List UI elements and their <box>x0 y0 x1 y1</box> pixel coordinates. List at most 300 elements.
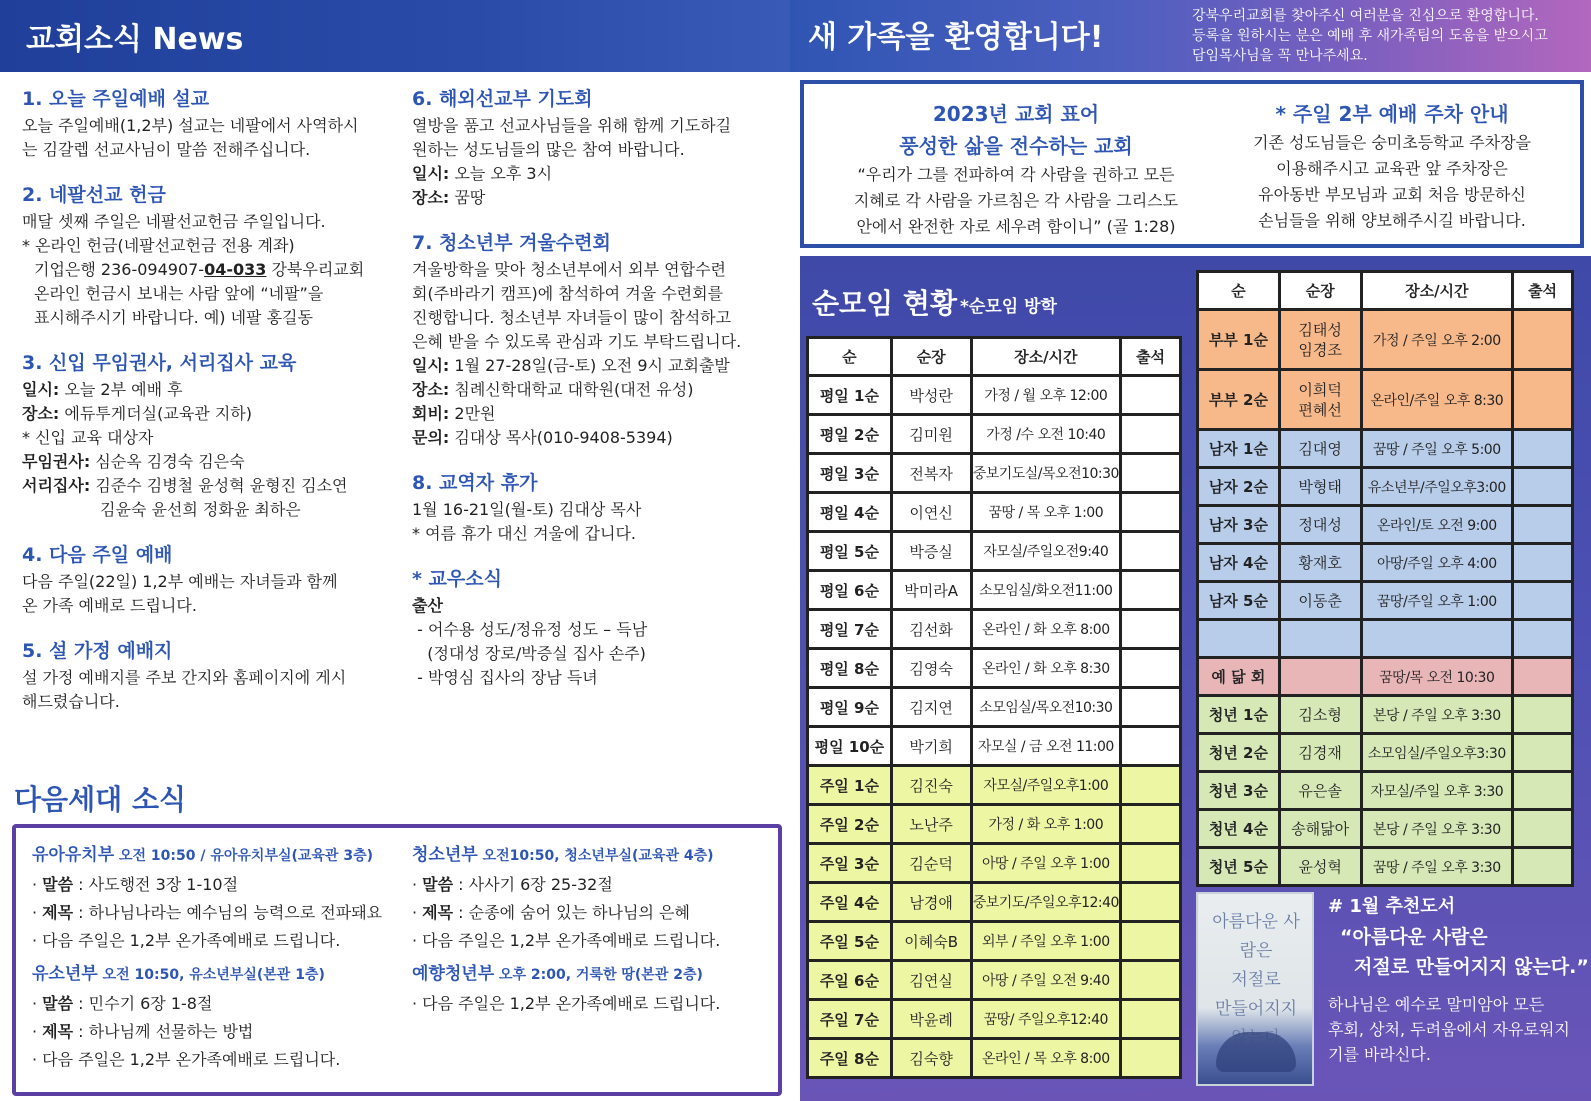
news-item-next-worship <box>22 542 382 618</box>
recommended-book-description <box>1328 992 1578 1067</box>
attendance-cell[interactable] <box>1121 844 1181 883</box>
attendance-cell[interactable] <box>1121 415 1181 454</box>
book-desc-line: 후회, 상처, 두려움에서 자유로워지 <box>1328 1020 1570 1039</box>
welcome-message <box>1192 6 1584 66</box>
group-row <box>808 883 1181 922</box>
place-time-cell: 아땅/주일 오후 4:00 <box>1361 544 1513 582</box>
value: : 사도행전 3장 1-10절 <box>73 875 239 894</box>
next-gen-title: 다음세대 소식 <box>14 783 187 816</box>
news-text: 매달 셋째 주일은 네팔선교헌금 주일입니다. <box>22 212 326 231</box>
news-item-staff-vacation <box>412 470 780 546</box>
attendance-cell[interactable] <box>1513 370 1573 430</box>
label: 장소: <box>412 188 450 207</box>
group-row <box>1198 696 1573 734</box>
group-name-cell: 평일 2순 <box>808 415 892 454</box>
label: 제목 <box>42 903 74 922</box>
dept-line: · 다음 주일은 1,2부 온가족예배로 드립니다. <box>32 1050 341 1069</box>
leader-cell: 박미라A <box>891 571 971 610</box>
motto-title: 풍성한 삶을 전수하는 교회 <box>899 134 1133 158</box>
dept-line: · 다음 주일은 1,2부 온가족예배로 드립니다. <box>412 994 721 1013</box>
group-row <box>808 649 1181 688</box>
place-time-cell: 가정 / 월 오후 12:00 <box>971 376 1121 415</box>
label: 장소: <box>412 380 450 399</box>
cover-line: 저절로 <box>1231 970 1281 990</box>
label: 말씀 <box>42 875 74 894</box>
group-row <box>1198 468 1573 506</box>
group-row <box>808 376 1181 415</box>
leader-cell: 윤성혁 <box>1279 848 1361 886</box>
group-name-cell <box>1198 620 1280 658</box>
value: 김준수 김병철 윤성혁 윤형진 김소연 <box>90 476 348 495</box>
next-gen-column-right <box>412 840 792 1018</box>
news-column-left <box>22 86 382 734</box>
leader-cell: 전복자 <box>891 454 971 493</box>
motto-verse: “우리가 그를 전파하여 각 사람을 권하고 모든 <box>857 165 1175 184</box>
dept-info: 오전 10:50 / 유아유치부실(교육관 3층) <box>114 848 373 864</box>
news-item-title: * 교우소식 <box>412 568 502 590</box>
news-text: 는 김갈렙 선교사님이 말씀 전해주십니다. <box>22 140 311 159</box>
news-text <box>412 378 780 402</box>
group-row <box>808 805 1181 844</box>
news-text: 1월 16-21일(월-토) 김대상 목사 <box>412 500 642 519</box>
place-time-cell: 꿈땅 / 주일 오후 3:30 <box>1361 848 1513 886</box>
dept-line <box>32 1018 412 1046</box>
attendance-cell[interactable] <box>1513 772 1573 810</box>
value: : 순종에 숨어 있는 하나님의 은혜 <box>453 903 690 922</box>
attendance-cell[interactable] <box>1121 376 1181 415</box>
place-time-cell: 중보기도실/목오전10:30 <box>971 454 1121 493</box>
attendance-cell[interactable] <box>1121 1000 1181 1039</box>
place-time-cell: 외부 / 주일 오후 1:00 <box>971 922 1121 961</box>
group-name-cell: 평일 5순 <box>808 532 892 571</box>
group-name-cell: 주일 2순 <box>808 805 892 844</box>
place-time-cell: 꿈땅/목 오전 10:30 <box>1361 658 1513 696</box>
news-text: 설 가정 예배지를 주보 간지와 홈페이지에 게시 <box>22 668 347 687</box>
group-name-cell: 부부 2순 <box>1198 370 1280 430</box>
news-item-title: 3. 신입 무임권사, 서리집사 교육 <box>22 352 297 374</box>
place-time-cell: 꿈땅/주일 오후 1:00 <box>1361 582 1513 620</box>
dept-title <box>32 840 412 871</box>
bullet: · <box>32 903 43 922</box>
group-row <box>808 493 1181 532</box>
news-text: - 어수용 성도/정유정 성도 – 득남 <box>412 620 648 639</box>
group-name-cell: 평일 4순 <box>808 493 892 532</box>
small-group-panel <box>800 256 1591 1101</box>
leader-cell: 박형태 <box>1279 468 1361 506</box>
news-text: 해드렸습니다. <box>22 692 120 711</box>
bullet: · <box>412 903 423 922</box>
church-motto <box>826 98 1206 240</box>
leader-cell: 남경애 <box>891 883 971 922</box>
group-name-cell: 남자 5순 <box>1198 582 1280 620</box>
dept-info: 오전10:50, 청소년부실(교육관 4층) <box>477 848 714 864</box>
place-time-cell: 아땅 / 주일 오전 9:40 <box>971 961 1121 1000</box>
leader-cell: 김대영 <box>1279 430 1361 468</box>
value: : 하나님께 선물하는 방법 <box>73 1022 254 1041</box>
place-time-cell: 소모임실/화오전11:00 <box>971 571 1121 610</box>
news-item-title: 8. 교역자 휴가 <box>412 472 538 494</box>
group-name-cell: 평일 1순 <box>808 376 892 415</box>
news-text: - 박영심 집사의 장남 득녀 <box>412 668 598 687</box>
label: 일시: <box>412 356 450 375</box>
column-header: 순 <box>1198 272 1280 310</box>
welcome-line: 담임목사님을 꼭 만나주세요. <box>1192 48 1368 64</box>
label: 출산 <box>412 596 443 615</box>
group-row <box>808 766 1181 805</box>
weekday-sunday-group-table <box>806 336 1182 1079</box>
group-row <box>808 415 1181 454</box>
group-row <box>808 532 1181 571</box>
attendance-cell[interactable] <box>1121 649 1181 688</box>
column-header: 출석 <box>1513 272 1573 310</box>
bullet: · <box>32 875 43 894</box>
leader-cell <box>1279 620 1361 658</box>
place-time-cell: 자모실/주일오후1:00 <box>971 766 1121 805</box>
group-row <box>808 922 1181 961</box>
group-name-cell: 주일 8순 <box>808 1039 892 1078</box>
place-time-cell <box>1361 620 1513 658</box>
news-item-mission-prayer <box>412 86 780 210</box>
leader-cell: 이동춘 <box>1279 582 1361 620</box>
value: 1월 27-28일(금-토) 오전 9시 교회출발 <box>449 356 730 375</box>
welcome-line: 강북우리교회를 찾아주신 여러분을 진심으로 환영합니다. <box>1192 8 1539 24</box>
place-time-cell: 가정 / 주일 오후 2:00 <box>1361 310 1513 370</box>
dept-line: · 다음 주일은 1,2부 온가족예배로 드립니다. <box>412 931 721 950</box>
group-row <box>808 571 1181 610</box>
attendance-cell[interactable] <box>1513 810 1573 848</box>
news-text <box>22 474 382 498</box>
news-text: 은혜 받을 수 있도록 관심과 기도 부탁드립니다. <box>412 332 742 351</box>
news-title: 교회소식 News <box>26 22 244 57</box>
place-time-cell: 꿈땅/ 주일오후12:40 <box>971 1000 1121 1039</box>
bank-account-holder: 강북우리교회 <box>266 260 365 279</box>
group-name-cell: 청년 2순 <box>1198 734 1280 772</box>
group-name-cell: 평일 10순 <box>808 727 892 766</box>
news-item-title: 5. 설 가정 예배지 <box>22 640 173 662</box>
place-time-cell: 가정 / 화 오후 1:00 <box>971 805 1121 844</box>
value: 에듀투게더실(교육관 지하) <box>59 404 252 423</box>
leader-cell: 박윤례 <box>891 1000 971 1039</box>
news-text <box>412 426 780 450</box>
attendance-cell[interactable] <box>1513 696 1573 734</box>
news-text: * 여름 휴가 대신 겨울에 갑니다. <box>412 524 636 543</box>
news-header <box>0 0 790 72</box>
attendance-cell[interactable] <box>1121 454 1181 493</box>
group-row <box>1198 658 1573 696</box>
leader-cell: 박기희 <box>891 727 971 766</box>
label: 문의: <box>412 428 450 447</box>
news-item-sermon <box>22 86 382 162</box>
news-text: 다음 주일(22일) 1,2부 예배는 자녀들과 함께 <box>22 572 338 591</box>
dept-info: 오전 10:50, 유소년부실(본관 1층) <box>97 967 325 983</box>
leader-cell: 김진숙 <box>891 766 971 805</box>
group-row <box>808 727 1181 766</box>
group-name-cell: 청년 3순 <box>1198 772 1280 810</box>
news-text: 김윤숙 윤선희 정화윤 최하은 <box>100 500 301 519</box>
book-desc-line: 하나님은 예수로 말미암아 모든 <box>1328 995 1545 1014</box>
news-text: 오늘 주일예배(1,2부) 설교는 네팔에서 사역하시 <box>22 116 359 135</box>
value: 오늘 오후 3시 <box>449 164 553 183</box>
place-time-cell: 본당 / 주일 오후 3:30 <box>1361 810 1513 848</box>
motto-verse: 지혜로 각 사람을 가르침은 각 사람을 그리스도 <box>853 191 1179 210</box>
group-name-cell: 부부 1순 <box>1198 310 1280 370</box>
label: 제목 <box>42 1022 74 1041</box>
attendance-cell[interactable] <box>1513 430 1573 468</box>
recommended-book-title: # 1월 추천도서 <box>1328 896 1456 917</box>
news-text <box>412 186 780 210</box>
group-row <box>808 454 1181 493</box>
place-time-cell: 자모실/주일오전9:40 <box>971 532 1121 571</box>
place-time-cell: 온라인 / 화 오후 8:00 <box>971 610 1121 649</box>
group-row <box>1198 370 1573 430</box>
dept-name: 청소년부 <box>412 845 478 865</box>
group-row <box>1198 810 1573 848</box>
label: 일시: <box>412 164 450 183</box>
leader-cell: 이혜숙B <box>891 922 971 961</box>
place-time-cell: 자모실 / 금 오전 11:00 <box>971 727 1121 766</box>
attendance-cell[interactable] <box>1121 571 1181 610</box>
couple-men-youth-group-table <box>1196 270 1574 887</box>
leader-cell: 송해닮아 <box>1279 810 1361 848</box>
place-time-cell: 가정 /수 오전 10:40 <box>971 415 1121 454</box>
label: 서리집사: <box>22 476 91 495</box>
news-item-title: 2. 네팔선교 헌금 <box>22 184 166 206</box>
value: 2만원 <box>449 404 496 423</box>
place-time-cell: 온라인/토 오전 9:00 <box>1361 506 1513 544</box>
news-subtitle <box>412 594 780 618</box>
group-row <box>1198 620 1573 658</box>
column-header: 순장 <box>891 338 971 376</box>
attendance-cell[interactable] <box>1513 848 1573 886</box>
group-row <box>808 844 1181 883</box>
leader-cell: 박증실 <box>891 532 971 571</box>
leader-cell: 김선화 <box>891 610 971 649</box>
attendance-cell[interactable] <box>1121 610 1181 649</box>
news-text: 표시해주시기 바랍니다. 예) 네팔 홍길동 <box>34 308 313 327</box>
parking-title: * 주일 2부 예배 주차 안내 <box>1275 102 1509 126</box>
group-name-cell: 주일 7순 <box>808 1000 892 1039</box>
group-name-cell: 청년 4순 <box>1198 810 1280 848</box>
parking-text: 유아동반 부모님과 교회 처음 방문하신 <box>1258 185 1526 204</box>
column-header: 순장 <box>1279 272 1361 310</box>
welcome-title: 새 가족을 환영합니다! <box>808 20 1104 55</box>
news-item-title: 1. 오늘 주일예배 설교 <box>22 88 210 110</box>
attendance-cell[interactable] <box>1121 805 1181 844</box>
news-text <box>22 450 382 474</box>
group-name-cell: 남자 1순 <box>1198 430 1280 468</box>
group-name-cell: 평일 3순 <box>808 454 892 493</box>
cover-line: 아름다운 사람은 <box>1212 912 1300 961</box>
group-name-cell: 남자 3순 <box>1198 506 1280 544</box>
group-row <box>1198 310 1573 370</box>
attendance-cell[interactable] <box>1121 493 1181 532</box>
cover-line: 만들어지지 <box>1214 999 1298 1019</box>
group-row <box>1198 544 1573 582</box>
value: : 하나님나라는 예수님의 능력으로 전파돼요 <box>73 903 383 922</box>
news-text: 온 가족 예배로 드립니다. <box>22 596 197 615</box>
leader-cell: 노난주 <box>891 805 971 844</box>
motto-year-title: 2023년 교회 표어 <box>932 102 1100 126</box>
group-row <box>1198 848 1573 886</box>
group-name-cell: 주일 1순 <box>808 766 892 805</box>
news-column-right <box>412 86 780 710</box>
value: 침례신학대학교 대학원(대전 유성) <box>449 380 694 399</box>
dept-title <box>412 840 792 871</box>
parking-text: 손님들을 위해 양보해주시길 바랍니다. <box>1258 211 1526 230</box>
place-time-cell: 본당 / 주일 오후 3:30 <box>1361 696 1513 734</box>
attendance-cell[interactable] <box>1121 922 1181 961</box>
small-group-subtitle: *순모임 방학 <box>960 297 1057 317</box>
attendance-cell[interactable] <box>1513 582 1573 620</box>
group-row <box>1198 582 1573 620</box>
news-text <box>22 402 382 426</box>
group-name-cell: 주일 4순 <box>808 883 892 922</box>
group-row <box>1198 430 1573 468</box>
attendance-cell[interactable] <box>1121 532 1181 571</box>
bullet: · <box>412 875 423 894</box>
news-text: * 신입 교육 대상자 <box>22 428 154 447</box>
group-name-cell: 평일 6순 <box>808 571 892 610</box>
leader-cell: 김지연 <box>891 688 971 727</box>
leader-cell: 김태성 임경조 <box>1279 310 1361 370</box>
news-item-title: 4. 다음 주일 예배 <box>22 544 173 566</box>
place-time-cell: 온라인 / 화 오후 8:30 <box>971 649 1121 688</box>
group-row <box>1198 772 1573 810</box>
dept-line <box>32 990 412 1018</box>
attendance-cell[interactable] <box>1121 883 1181 922</box>
dept-line <box>412 899 792 927</box>
group-name-cell: 주일 6순 <box>808 961 892 1000</box>
attendance-cell[interactable] <box>1121 727 1181 766</box>
bank-account-suffix: 04-033 <box>204 260 267 279</box>
label: 말씀 <box>42 994 74 1013</box>
value: 심순옥 김경숙 김은숙 <box>90 452 245 471</box>
news-text: 겨울방학을 맞아 청소년부에서 외부 연합수련 <box>412 260 727 279</box>
group-name-cell: 청년 1순 <box>1198 696 1280 734</box>
news-item-new-year <box>22 638 382 714</box>
dept-line <box>32 899 412 927</box>
place-time-cell: 중보기도/주일오후12:40 <box>971 883 1121 922</box>
place-time-cell: 소모임실/목오전10:30 <box>971 688 1121 727</box>
news-item-youth-retreat <box>412 230 780 450</box>
dept-line: · 다음 주일은 1,2부 온가족예배로 드립니다. <box>32 931 341 950</box>
news-item-title: 7. 청소년부 겨울수련회 <box>412 232 611 254</box>
attendance-cell[interactable] <box>1121 688 1181 727</box>
group-name-cell: 남자 2순 <box>1198 468 1280 506</box>
attendance-cell[interactable] <box>1121 1039 1181 1078</box>
news-item-training <box>22 350 382 522</box>
attendance-cell[interactable] <box>1513 468 1573 506</box>
leader-cell: 김영숙 <box>891 649 971 688</box>
place-time-cell: 온라인 / 목 오후 8:00 <box>971 1039 1121 1078</box>
dept-title <box>32 959 412 990</box>
place-time-cell: 온라인/주일 오후 8:30 <box>1361 370 1513 430</box>
news-text <box>412 402 780 426</box>
group-row <box>808 610 1181 649</box>
motto-verse: 안에서 완전한 자로 세우려 함이니” (골 1:28) <box>856 217 1176 236</box>
news-text: (정대성 장로/박증실 집사 손주) <box>412 644 646 663</box>
news-text: 열방을 품고 선교사님들을 위해 함께 기도하길 <box>412 116 732 135</box>
motto-parking-box <box>800 80 1584 248</box>
group-name-cell: 예 닮 회 <box>1198 658 1280 696</box>
column-header: 출석 <box>1121 338 1181 376</box>
parking-notice <box>1210 98 1574 234</box>
leader-cell: 유은솔 <box>1279 772 1361 810</box>
value: : 사사기 6장 25-32절 <box>453 875 613 894</box>
attendance-cell[interactable] <box>1513 734 1573 772</box>
group-name-cell: 평일 7순 <box>808 610 892 649</box>
group-row <box>1198 734 1573 772</box>
dept-line <box>32 871 412 899</box>
leader-cell: 김경재 <box>1279 734 1361 772</box>
dept-line <box>412 871 792 899</box>
leader-cell: 김숙향 <box>891 1039 971 1078</box>
next-gen-column-left <box>32 840 412 1074</box>
column-header: 순 <box>808 338 892 376</box>
attendance-cell[interactable] <box>1513 658 1573 696</box>
value: 꿈땅 <box>449 188 486 207</box>
label: 말씀 <box>422 875 454 894</box>
dept-name: 유아유치부 <box>32 845 115 865</box>
attendance-cell[interactable] <box>1121 766 1181 805</box>
bullet: · <box>32 1022 43 1041</box>
dept-name: 예향청년부 <box>412 964 495 984</box>
label: 회비: <box>412 404 450 423</box>
leader-cell: 김미원 <box>891 415 971 454</box>
news-text <box>22 378 382 402</box>
place-time-cell: 유소년부/주일오후3:00 <box>1361 468 1513 506</box>
news-text <box>412 354 780 378</box>
book-name-line: “아름다운 사람은 <box>1340 926 1488 948</box>
news-text: 회(주바라기 캠프)에 참석하여 겨울 수련회를 <box>412 284 724 303</box>
attendance-cell[interactable] <box>1513 310 1573 370</box>
bank-account-prefix: 기업은행 236-094907- <box>34 260 205 279</box>
group-name-cell: 평일 8순 <box>808 649 892 688</box>
group-row <box>1198 506 1573 544</box>
attendance-cell[interactable] <box>1513 506 1573 544</box>
group-row <box>808 1039 1181 1078</box>
place-time-cell: 소모임실/주일오후3:30 <box>1361 734 1513 772</box>
group-row <box>808 688 1181 727</box>
attendance-cell[interactable] <box>1121 961 1181 1000</box>
place-time-cell: 꿈땅 / 주일 오후 5:00 <box>1361 430 1513 468</box>
next-gen-box <box>12 824 782 1096</box>
attendance-cell[interactable] <box>1513 620 1573 658</box>
news-item-nepal-offering <box>22 182 382 330</box>
news-text: * 온라인 헌금(네팔선교헌금 전용 계좌) <box>22 236 295 255</box>
label: 무임권사: <box>22 452 91 471</box>
small-group-title: 순모임 현황 <box>812 287 957 320</box>
bank-account <box>22 258 382 282</box>
label: 제목 <box>422 903 454 922</box>
welcome-line: 등록을 원하시는 분은 예배 후 새가족팀의 도움을 받으시고 <box>1192 28 1548 44</box>
leader-cell: 정대성 <box>1279 506 1361 544</box>
parking-text: 기존 성도님들은 숭미초등학교 주차장을 <box>1252 133 1531 152</box>
place-time-cell: 자모실/주일 오후 3:30 <box>1361 772 1513 810</box>
recommended-book-name <box>1340 922 1589 982</box>
place-time-cell: 꿈땅 / 목 오후 1:00 <box>971 493 1121 532</box>
group-name-cell: 남자 4순 <box>1198 544 1280 582</box>
label: 장소: <box>22 404 60 423</box>
leader-cell: 이희덕 편혜선 <box>1279 370 1361 430</box>
news-text <box>412 162 780 186</box>
attendance-cell[interactable] <box>1513 544 1573 582</box>
news-text: 온라인 헌금시 보내는 사람 앞에 “네팔”을 <box>34 284 324 303</box>
news-text: 원하는 성도님들의 많은 참여 바랍니다. <box>412 140 685 159</box>
column-header: 장소/시간 <box>1361 272 1513 310</box>
group-name-cell: 청년 5순 <box>1198 848 1280 886</box>
news-item-title: 6. 해외선교부 기도회 <box>412 88 593 110</box>
